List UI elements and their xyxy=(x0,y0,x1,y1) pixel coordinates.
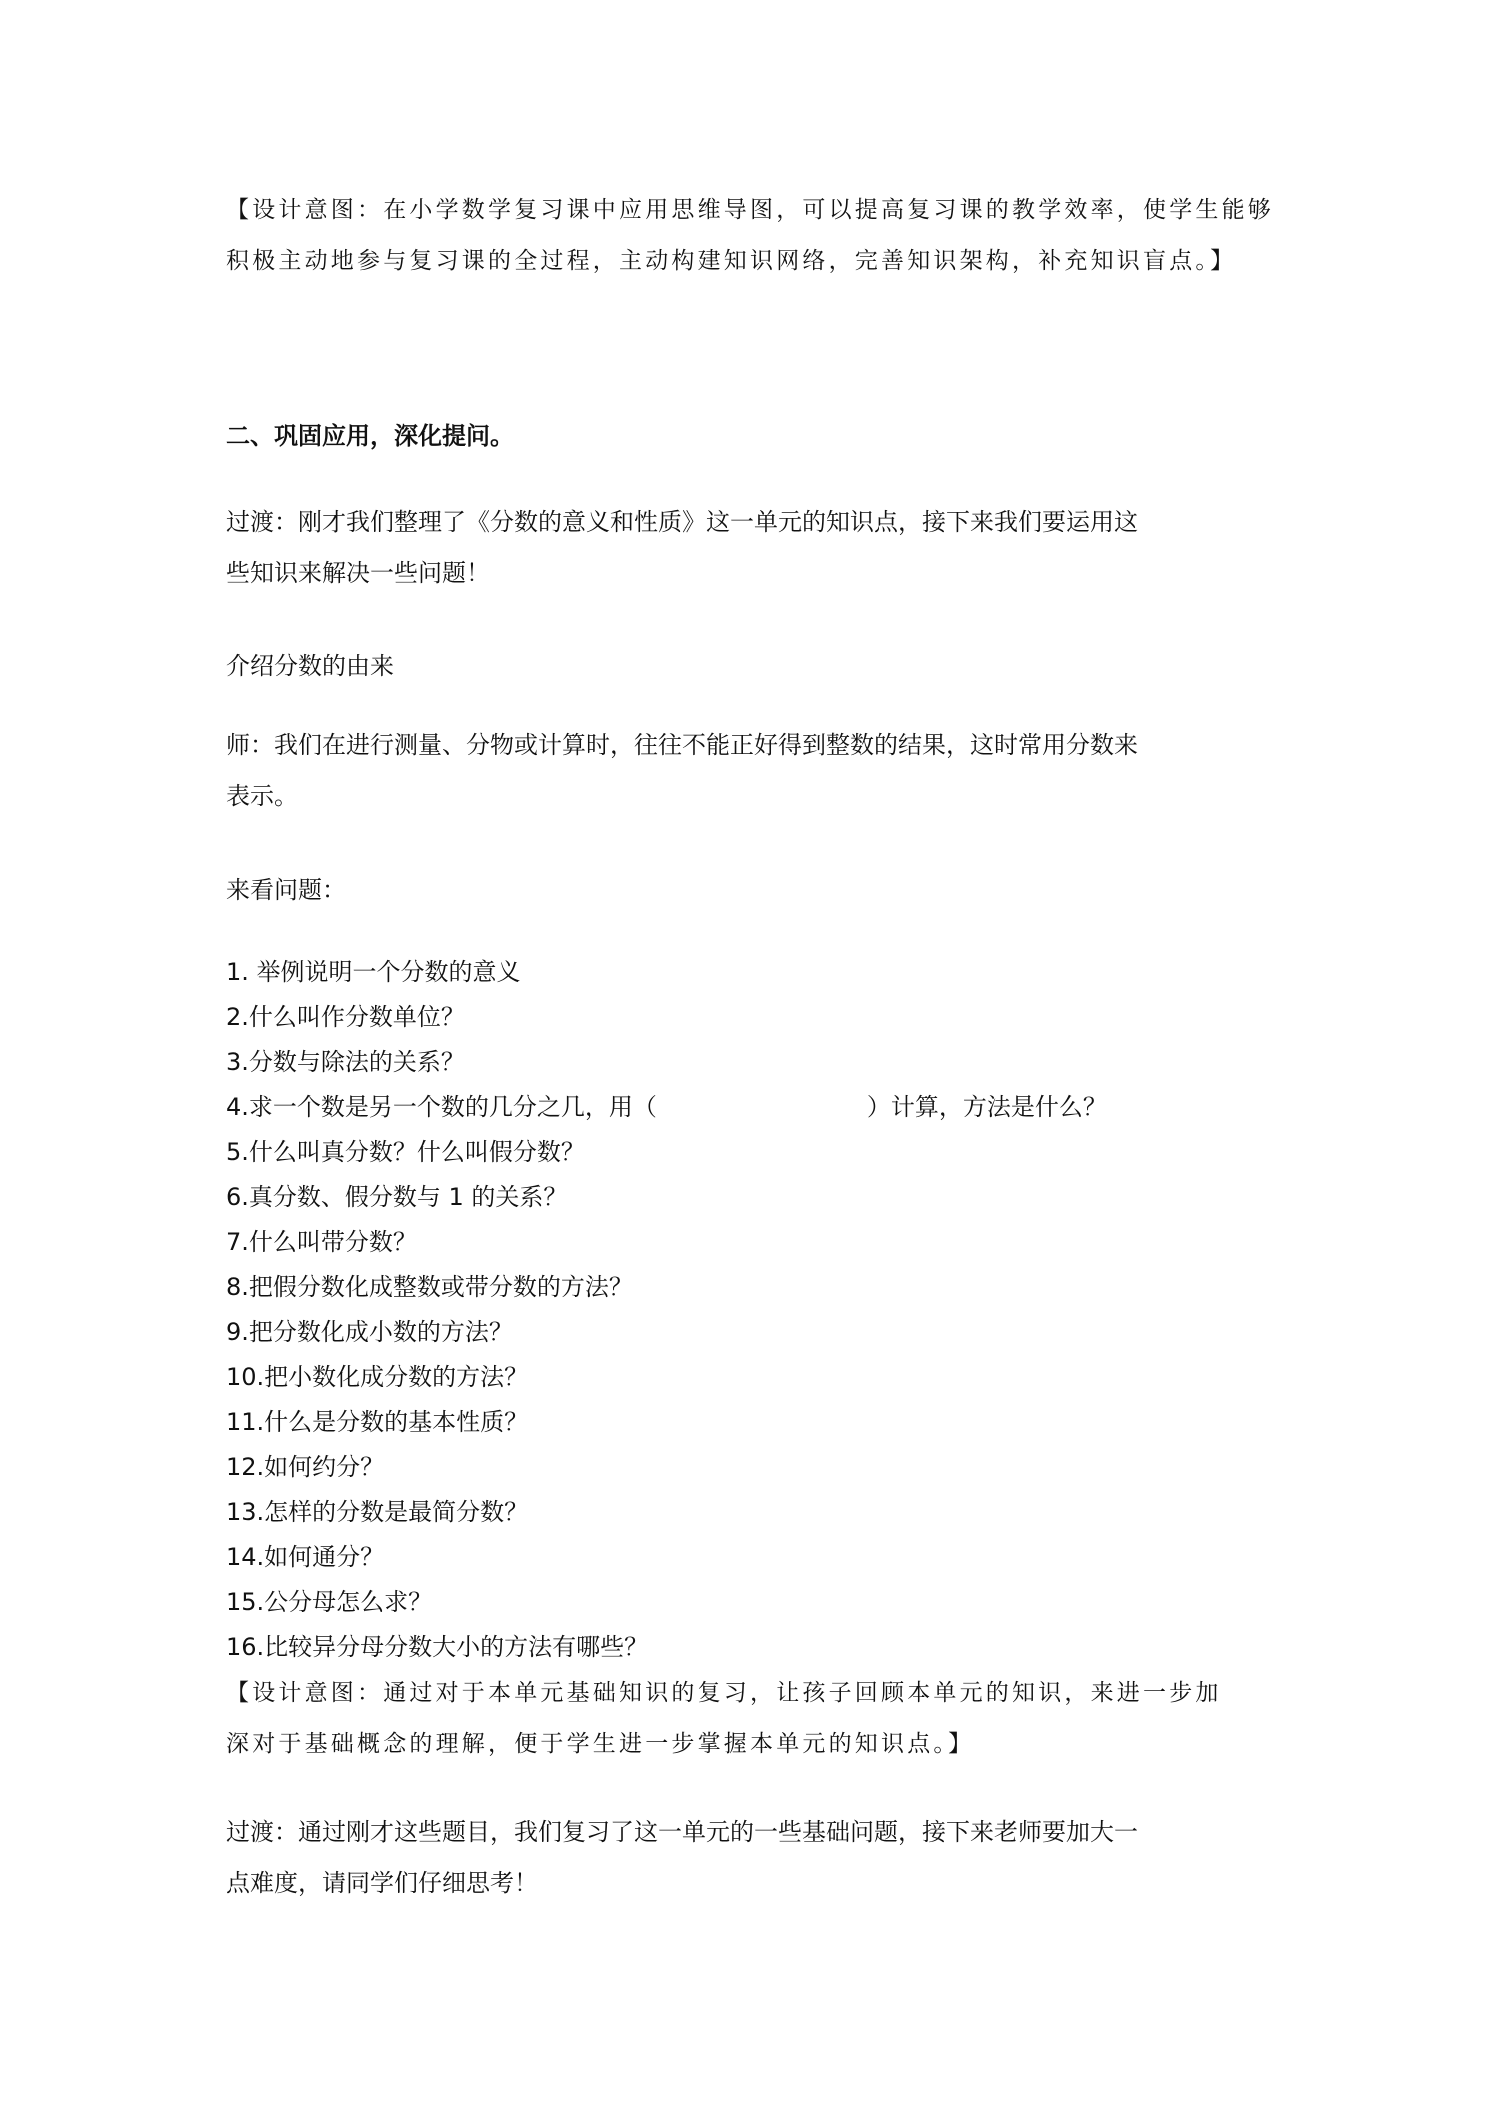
question-item: 6.真分数、假分数与 1 的关系？ xyxy=(226,1183,568,1211)
transition-1-line-1: 过渡：刚才我们整理了《分数的意义和性质》这一单元的知识点，接下来我们要运用这 xyxy=(226,508,1138,536)
question-item: 15.公分母怎么求？ xyxy=(226,1588,433,1616)
design-intent-paragraph-1 xyxy=(226,185,1276,287)
design-intent-2-line-1: 【设计意图：通过对于本单元基础知识的复习，让孩子回顾本单元的知识，来进一步加 xyxy=(226,1680,1222,1706)
transition-2-line-2: 点难度，请同学们仔细思考！ xyxy=(226,1869,538,1897)
question-item: 8.把假分数化成整数或带分数的方法？ xyxy=(226,1273,633,1301)
question-item: 2.什么叫作分数单位？ xyxy=(226,1003,465,1031)
question-item: 12.如何约分？ xyxy=(226,1453,385,1481)
question-item: 10.把小数化成分数的方法？ xyxy=(226,1363,529,1391)
transition-1-line-2: 些知识来解决一些问题！ xyxy=(226,559,490,587)
question-4-part-b: ）计算，方法是什么？ xyxy=(866,1093,1107,1121)
transition-2-line-1: 过渡：通过刚才这些题目，我们复习了这一单元的一些基础问题，接下来老师要加大一 xyxy=(226,1818,1138,1846)
question-item xyxy=(226,1085,1276,1130)
intro-label: 介绍分数的由来 xyxy=(226,652,394,680)
question-item: 16.比较异分母分数大小的方法有哪些？ xyxy=(226,1633,649,1661)
question-item: 1. 举例说明一个分数的意义 xyxy=(226,958,521,986)
question-item: 14.如何通分？ xyxy=(226,1543,385,1571)
teacher-line-1: 师：我们在进行测量、分物或计算时，往往不能正好得到整数的结果，这时常用分数来 xyxy=(226,731,1138,759)
design-intent-2-line-2: 深对于基础概念的理解，便于学生进一步掌握本单元的知识点。】 xyxy=(226,1731,975,1757)
teacher-line-2: 表示。 xyxy=(226,782,298,810)
question-list xyxy=(226,950,1276,1670)
design-intent-1-line-1: 【设计意图：在小学数学复习课中应用思维导图，可以提高复习课的教学效率，使学生能够 xyxy=(226,197,1274,223)
transition-paragraph-1 xyxy=(226,497,1276,599)
question-item: 3.分数与除法的关系？ xyxy=(226,1048,465,1076)
question-item: 5.什么叫真分数？什么叫假分数？ xyxy=(226,1138,585,1166)
question-item: 13.怎样的分数是最简分数？ xyxy=(226,1498,529,1526)
question-item: 7.什么叫带分数？ xyxy=(226,1228,417,1256)
question-item: 11.什么是分数的基本性质？ xyxy=(226,1408,529,1436)
transition-paragraph-2 xyxy=(226,1807,1276,1909)
design-intent-1-line-2: 积极主动地参与复习课的全过程，主动构建知识网络，完善知识架构，补充知识盲点。】 xyxy=(226,248,1237,274)
question-item: 9.把分数化成小数的方法？ xyxy=(226,1318,513,1346)
design-intent-paragraph-2 xyxy=(226,1668,1276,1770)
question-4-part-a: 4.求一个数是另一个数的几分之几，用（ xyxy=(226,1093,657,1121)
look-label: 来看问题： xyxy=(226,876,346,904)
section-heading: 二、巩固应用，深化提问。 xyxy=(226,422,514,450)
teacher-paragraph xyxy=(226,720,1276,822)
